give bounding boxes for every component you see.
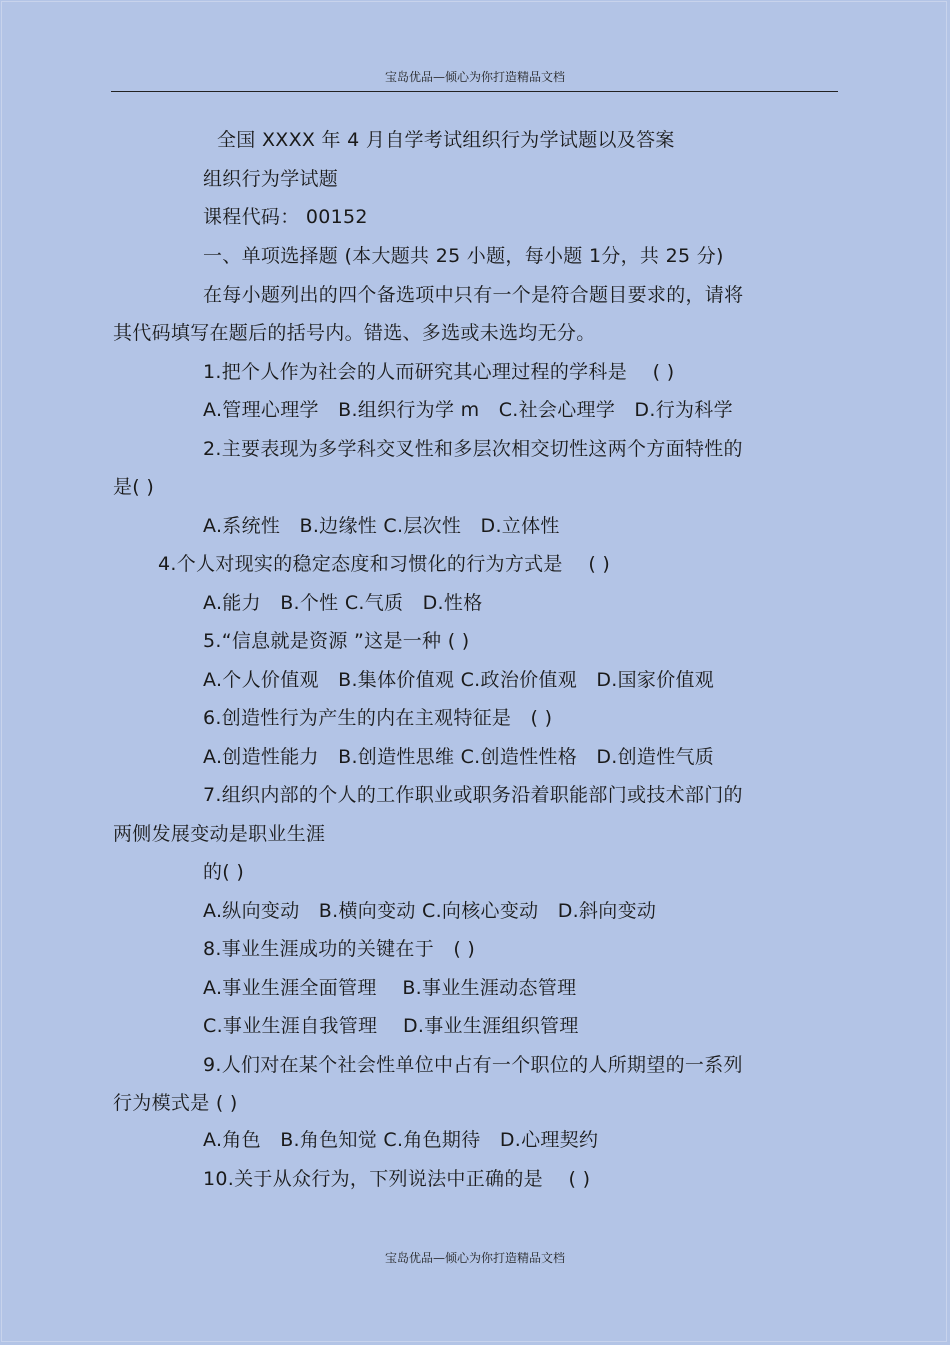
section-heading: 一、单项选择题 (本大题共 25 小题，每小题 1分，共 25 分) (203, 245, 724, 267)
question-7-continued-2: 的( ) (203, 861, 245, 883)
question-4: 4.个人对现实的稳定态度和习惯化的行为方式是 ( ) (158, 553, 611, 575)
question-1-options: A.管理心理学 B.组织行为学 m C.社会心理学 D.行为科学 (203, 399, 733, 421)
header-divider (111, 91, 838, 92)
question-7: 7.组织内部的个人的工作职业或职务沿着职能部门或技术部门的 (203, 784, 743, 806)
exam-subtitle: 组织行为学试题 (203, 168, 339, 190)
course-code: 课程代码： 00152 (203, 206, 368, 228)
instructions-line-2: 其代码填写在题后的括号内。错选、多选或未选均无分。 (113, 322, 596, 344)
document-title: 全国 XXXX 年 4 月自学考试组织行为学试题以及答案 (217, 129, 675, 151)
question-2: 2.主要表现为多学科交叉性和多层次相交切性这两个方面特性的 (203, 438, 743, 460)
question-6-options: A.创造性能力 B.创造性思维 C.创造性性格 D.创造性气质 (203, 746, 715, 768)
question-9-continued: 行为模式是 ( ) (113, 1092, 238, 1114)
page-footer: 宝岛优品—倾心为你打造精品文档 (384, 1251, 565, 1265)
question-4-options: A.能力 B.个性 C.气质 D.性格 (203, 592, 483, 614)
question-9: 9.人们对在某个社会性单位中占有一个职位的人所期望的一系列 (203, 1054, 743, 1076)
question-7-continued: 两侧发展变动是职业生涯 (113, 823, 326, 845)
question-5-options: A.个人价值观 B.集体价值观 C.政治价值观 D.国家价值观 (203, 669, 715, 691)
page-header: 宝岛优品—倾心为你打造精品文档 (384, 70, 565, 84)
question-8-options-1: A.事业生涯全面管理 B.事业生涯动态管理 (203, 977, 577, 999)
question-7-options: A.纵向变动 B.横向变动 C.向核心变动 D.斜向变动 (203, 900, 657, 922)
question-1: 1.把个人作为社会的人而研究其心理过程的学科是 ( ) (203, 361, 675, 383)
question-5: 5.“信息就是资源 ”这是一种 ( ) (203, 630, 470, 652)
question-9-options: A.角色 B.角色知觉 C.角色期待 D.心理契约 (203, 1129, 599, 1151)
instructions-line-1: 在每小题列出的四个备选项中只有一个是符合题目要求的，请将 (203, 284, 744, 306)
question-6: 6.创造性行为产生的内在主观特征是 ( ) (203, 707, 553, 729)
question-2-continued: 是( ) (113, 476, 155, 498)
question-2-options: A.系统性 B.边缘性 C.层次性 D.立体性 (203, 515, 560, 537)
question-10: 10.关于从众行为，下列说法中正确的是 ( ) (203, 1168, 591, 1190)
question-8-options-2: C.事业生涯自我管理 D.事业生涯组织管理 (203, 1015, 579, 1037)
question-8: 8.事业生涯成功的关键在于 ( ) (203, 938, 476, 960)
